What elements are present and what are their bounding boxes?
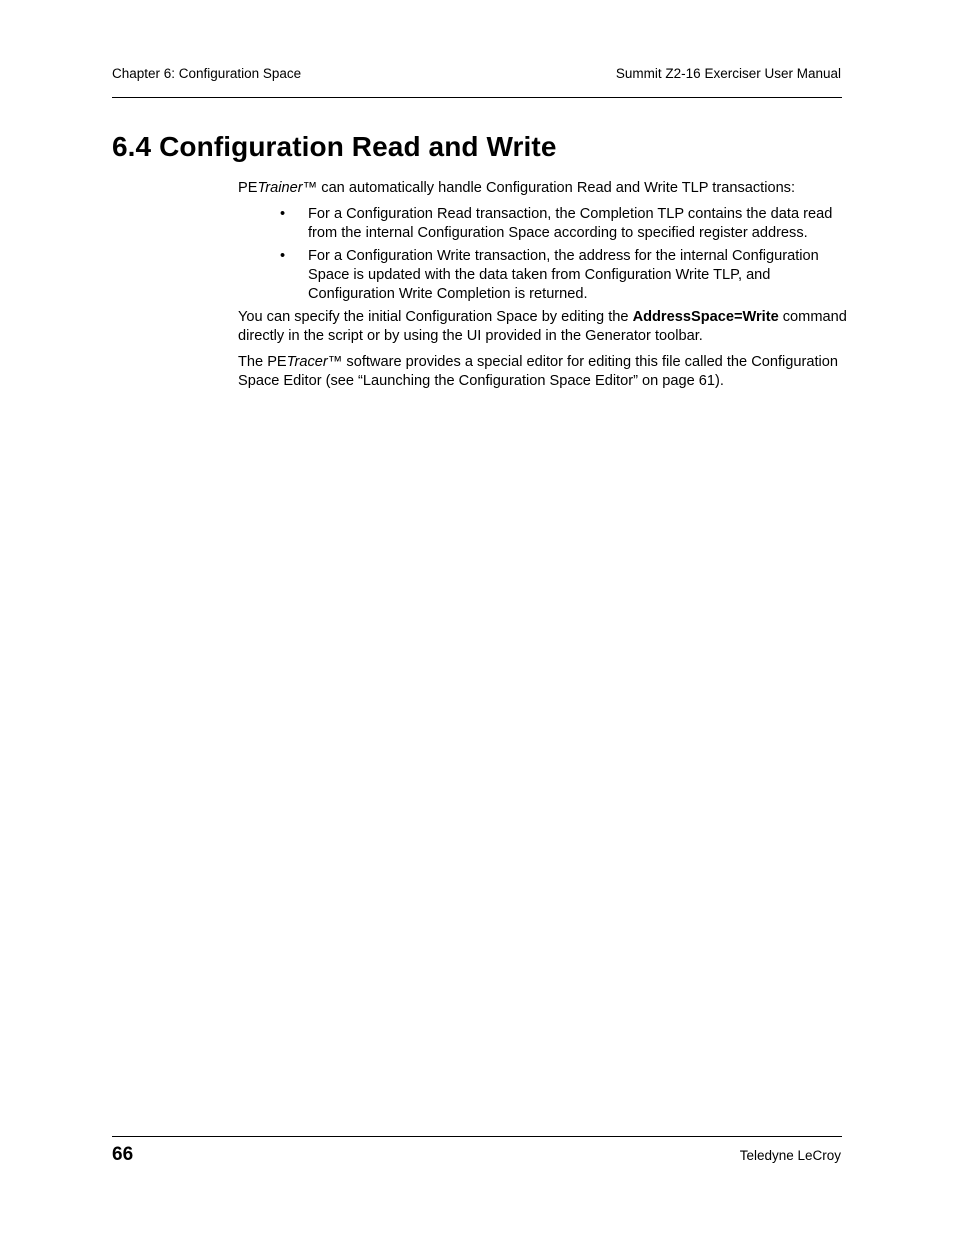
bullet-text: For a Configuration Write transaction, the address for the internal Configuration Space is updated with the data taken from Configuration Write TLP, and Configuration Write Completion is returned. bbox=[308, 248, 819, 302]
bullet-list bbox=[238, 205, 848, 304]
bullet-item-read bbox=[238, 205, 848, 243]
para3-text: ™ software provides a special editor for editing this file called the Configuration Space Editor (see “Launching the Configuration Space Editor” on page 61). bbox=[238, 354, 839, 389]
intro-text: ™ can automatically handle Configuration Read and Write TLP transactions: bbox=[302, 180, 796, 196]
page-number: 66 bbox=[112, 1144, 134, 1165]
editor-paragraph bbox=[238, 353, 848, 391]
section-title: 6.4 Configuration Read and Write bbox=[112, 131, 557, 162]
address-space-paragraph bbox=[238, 308, 848, 346]
para2-text-before: You can specify the initial Configuration Space by editing the bbox=[238, 309, 633, 325]
intro-paragraph bbox=[238, 179, 848, 198]
bullet-marker: • bbox=[280, 248, 286, 264]
para3-product-name: Tracer bbox=[286, 354, 328, 370]
bullet-text: For a Configuration Read transaction, the Completion TLP contains the data read from the internal Configuration Space according to specified register address. bbox=[308, 206, 833, 241]
bullet-marker: • bbox=[280, 206, 286, 222]
para2-text-after: command directly in the script or by using the UI provided in the Generator toolbar. bbox=[238, 309, 847, 344]
command-name: AddressSpace=Write bbox=[632, 309, 779, 325]
header-rule bbox=[112, 97, 842, 98]
bullet-item-write bbox=[238, 247, 848, 304]
section-body bbox=[238, 179, 848, 398]
footer-rule bbox=[112, 1136, 842, 1137]
intro-prefix: PE bbox=[238, 180, 258, 196]
footer-company: Teledyne LeCroy bbox=[739, 1148, 841, 1163]
running-header-chapter: Chapter 6: Configuration Space bbox=[112, 66, 302, 81]
running-header-manual-title: Summit Z2-16 Exerciser User Manual bbox=[615, 66, 841, 81]
para3-prefix: The PE bbox=[238, 354, 287, 370]
intro-product-name: Trainer bbox=[257, 180, 303, 196]
